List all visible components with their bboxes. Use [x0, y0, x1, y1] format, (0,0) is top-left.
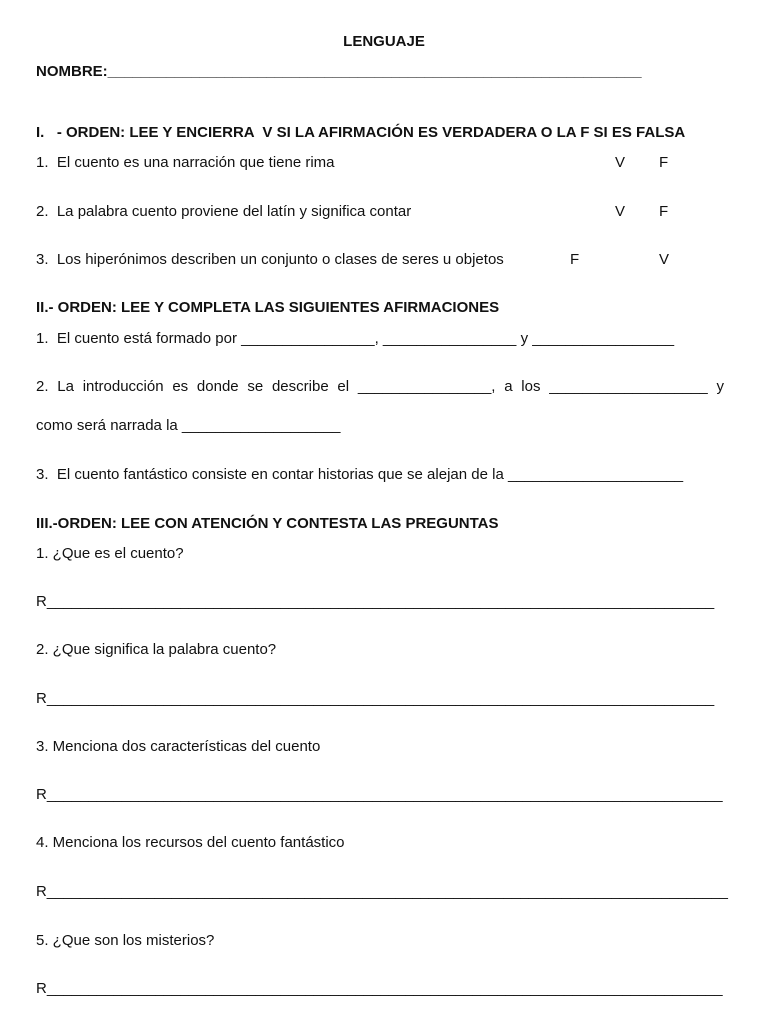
answer-line-5[interactable]: R_________________________________________________________________________________ [36, 980, 723, 997]
section-1-heading: I. - ORDEN: LEE Y ENCIERRA V SI LA AFIRMACIÓN ES VERDADERA O LA F SI ES FALSA [36, 124, 686, 141]
question-3: 3. Menciona dos características del cuento [36, 738, 321, 755]
fill-item-3[interactable]: 3. El cuento fantástico consiste en contar historias que se alejan de la _____________________ [36, 466, 684, 483]
section-2-heading: II.- ORDEN: LEE Y COMPLETA LAS SIGUIENTES AFIRMACIONES [36, 299, 500, 316]
tf-option[interactable]: F [659, 154, 669, 171]
tf-option[interactable]: V [615, 154, 626, 171]
question-2: 2. ¿Que significa la palabra cuento? [36, 641, 277, 658]
fill-item-2-line-1[interactable]: 2. La introducción es donde se describe el ________________, a los ___________________ y [36, 378, 724, 395]
tf-statement: 3. Los hiperónimos describen un conjunto o clases de seres u objetos [36, 251, 504, 268]
page-title: LENGUAJE [343, 33, 425, 50]
tf-option[interactable]: F [659, 203, 669, 220]
question-5: 5. ¿Que son los misterios? [36, 932, 215, 949]
fill-item-1[interactable]: 1. El cuento está formado por ________________, ________________ y _________________ [36, 330, 675, 347]
tf-statement: 1. El cuento es una narración que tiene rima [36, 154, 335, 171]
tf-option[interactable]: V [615, 203, 626, 220]
tf-statement: 2. La palabra cuento proviene del latín y significa contar [36, 203, 412, 220]
tf-option[interactable]: V [659, 251, 670, 268]
answer-line-2[interactable]: R________________________________________________________________________________ [36, 690, 715, 707]
question-4: 4. Menciona los recursos del cuento fantástico [36, 834, 345, 851]
answer-line-3[interactable]: R_________________________________________________________________________________ [36, 786, 723, 803]
answer-line-4[interactable]: R__________________________________________________________________________________ [36, 883, 728, 900]
question-1: 1. ¿Que es el cuento? [36, 545, 184, 562]
name-field[interactable]: NOMBRE:________________________________________________________________ [36, 63, 642, 80]
section-3-heading: III.-ORDEN: LEE CON ATENCIÓN Y CONTESTA LAS PREGUNTAS [36, 515, 499, 532]
answer-line-1[interactable]: R________________________________________________________________________________ [36, 593, 715, 610]
fill-item-2-line-2[interactable]: como será narrada la ___________________ [36, 417, 341, 434]
tf-option[interactable]: F [570, 251, 580, 268]
